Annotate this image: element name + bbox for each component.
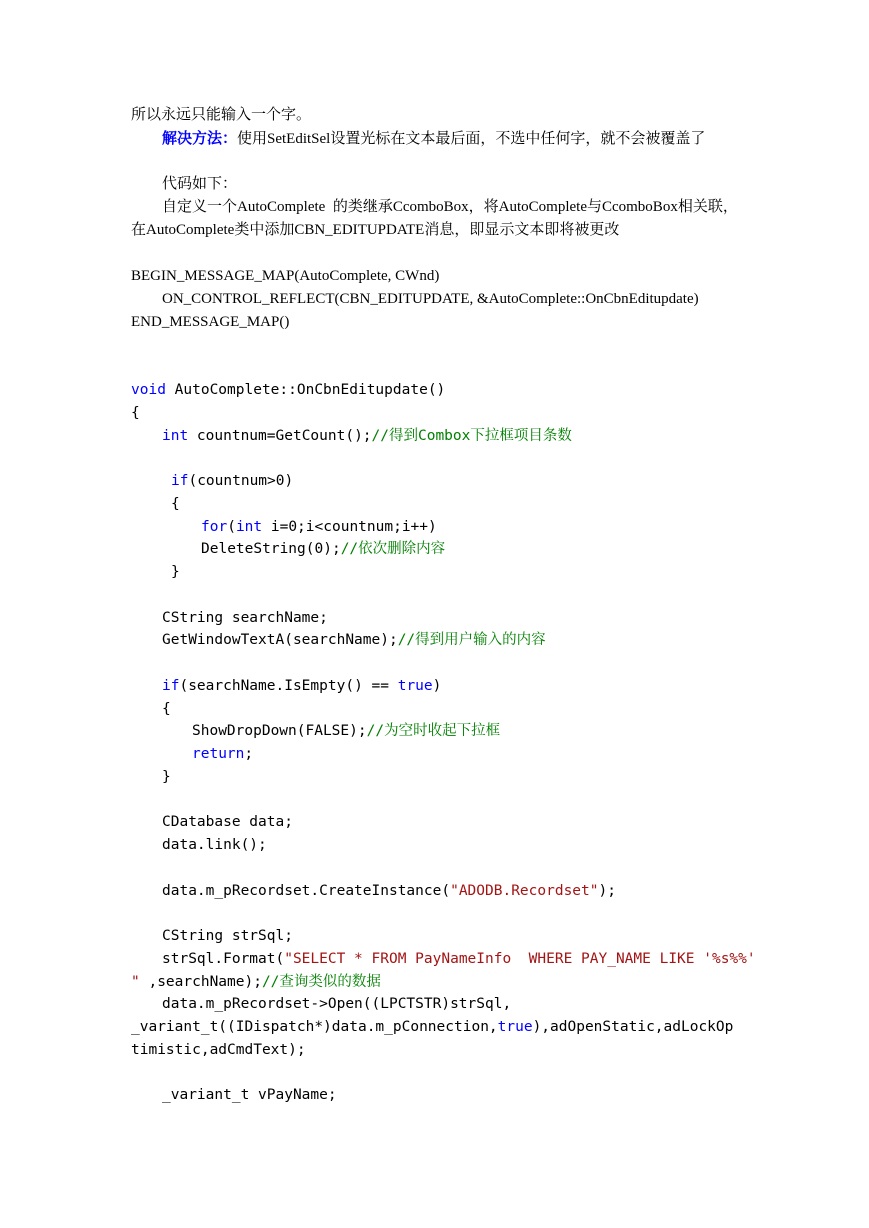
code-keyword: if [162, 678, 180, 694]
intro-line: 所以永远只能输入一个字。 [131, 107, 312, 123]
message-map-begin: BEGIN_MESSAGE_MAP(AutoComplete, CWnd) [131, 268, 440, 284]
code-keyword: int [162, 428, 189, 444]
code-line [162, 949, 756, 969]
code-line: CString strSql; [162, 928, 293, 944]
code-line: } [162, 769, 171, 785]
code-line [131, 380, 445, 400]
code-text: ; [244, 746, 254, 762]
code-text: data.m_pRecordset.CreateInstance( [162, 883, 451, 899]
code-text: (searchName.IsEmpty() == [179, 678, 398, 694]
code-keyword: int [235, 519, 263, 535]
code-line: CString searchName; [162, 610, 328, 626]
code-text: DeleteString(0); [201, 541, 341, 557]
solution-paragraph [162, 129, 705, 149]
code-keyword: true [397, 678, 433, 694]
code-line [131, 1017, 733, 1037]
code-comment: //依次删除内容 [340, 541, 446, 557]
code-line [201, 517, 437, 537]
code-comment: //为空时收起下拉框 [366, 723, 501, 739]
description-line-2: 在AutoComplete类中添加CBN_EDITUPDATE消息，即显示文本即将被更改 [131, 222, 620, 238]
code-comment: //查询类似的数据 [261, 974, 381, 990]
code-keyword: for [201, 519, 228, 535]
message-map-end: END_MESSAGE_MAP() [131, 314, 290, 330]
solution-text: 使用SetEditSel设置光标在文本最后面，不选中任何字，就不会被覆盖了 [237, 131, 706, 147]
code-line [201, 539, 445, 559]
solution-label: 解决方法： [162, 131, 238, 147]
code-text: _variant_t((IDispatch*)data.m_pConnection, [131, 1019, 498, 1035]
code-line: _variant_t vPayName; [162, 1087, 337, 1103]
code-line [171, 471, 293, 491]
code-line [162, 630, 546, 650]
code-line [131, 972, 381, 992]
code-line: data.m_pRecordset->Open((LPCTSTR)strSql, [162, 996, 512, 1012]
code-line [162, 881, 616, 901]
code-line: } [171, 564, 180, 580]
code-keyword: return [192, 746, 245, 762]
code-text: ); [598, 883, 616, 899]
code-text: ( [227, 519, 236, 535]
code-text: (countnum>0) [188, 473, 294, 489]
code-line: { [131, 405, 140, 421]
code-intro: 代码如下： [162, 176, 238, 192]
code-string: "ADODB.Recordset" [450, 883, 599, 899]
code-text: ),adOpenStatic,adLockOp [532, 1019, 734, 1035]
code-line: { [162, 701, 171, 717]
code-comment: //得到用户输入的内容 [397, 632, 546, 648]
description-line-1: 自定义一个AutoComplete 的类继承CcomboBox，将AutoComplete与CcomboBox相关联， [162, 199, 738, 215]
code-keyword: void [131, 382, 166, 398]
code-line: data.link(); [162, 837, 267, 853]
code-string: " [131, 974, 140, 990]
code-line [192, 721, 500, 741]
code-keyword: true [497, 1019, 533, 1035]
code-line: CDatabase data; [162, 814, 293, 830]
message-map-reflect: ON_CONTROL_REFLECT(CBN_EDITUPDATE, &AutoComplete::OnCbnEditupdate) [162, 291, 699, 307]
code-line [162, 426, 572, 446]
code-line: { [171, 496, 180, 512]
code-text: ,searchName); [139, 974, 262, 990]
code-text: ) [432, 678, 442, 694]
code-text: i=0;i<countnum;i++) [262, 519, 437, 535]
code-line [162, 676, 441, 696]
code-text: ShowDropDown(FALSE); [192, 723, 367, 739]
code-text: GetWindowTextA(searchName); [162, 632, 398, 648]
code-line [192, 744, 253, 764]
code-text: countnum=GetCount(); [188, 428, 372, 444]
code-text: strSql.Format( [162, 951, 285, 967]
code-string: "SELECT * FROM PayNameInfo WHERE PAY_NAME LIKE '%s%%' [284, 951, 756, 967]
code-line: timistic,adCmdText); [131, 1042, 306, 1058]
code-keyword: if [171, 473, 189, 489]
code-text: AutoComplete::OnCbnEditupdate() [165, 382, 446, 398]
code-comment: //得到Combox下拉框项目条数 [371, 428, 572, 444]
